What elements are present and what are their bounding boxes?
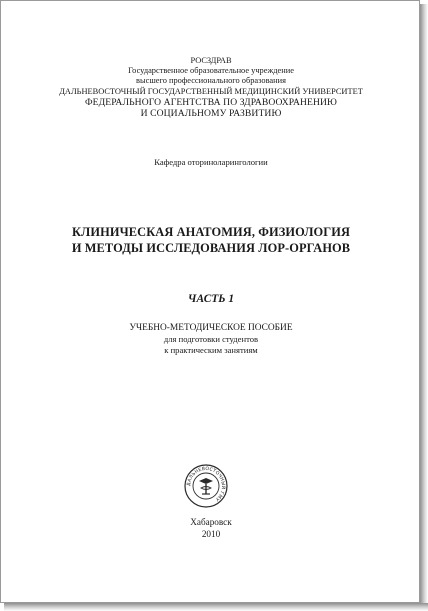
publication-year: 2010: [201, 528, 221, 539]
title-line-2: И МЕТОДЫ ИССЛЕДОВАНИЯ ЛОР-ОРГАНОВ: [71, 240, 351, 255]
book-title: [1, 225, 421, 256]
university-seal-icon: [184, 464, 228, 508]
seal-ring-text: ДАЛЬНЕВОСТОЧНЫЙ ГМУ: [186, 466, 226, 502]
header-line-roszdrav: РОСЗДРАВ: [190, 56, 232, 65]
header-line-university: ДАЛЬНЕВОСТОЧНЫЙ ГОСУДАРСТВЕННЫЙ МЕДИЦИНСКИЙ УНИВЕРСИТЕТ: [59, 86, 363, 96]
part-number: ЧАСТЬ 1: [187, 293, 235, 305]
title-line-1: КЛИНИЧЕСКАЯ АНАТОМИЯ, ФИЗИОЛОГИЯ: [71, 225, 351, 239]
header-line-agency: ФЕДЕРАЛЬНОГО АГЕНТСТВА ПО ЗДРАВООХРАНЕНИЮ: [84, 96, 338, 108]
subtitle-line-1: УЧЕБНО-МЕТОДИЧЕСКОЕ ПОСОБИЕ: [129, 323, 293, 333]
subtitle-line-2: для подготовки студентов: [163, 334, 259, 344]
department-name: Кафедра оториноларингологии: [154, 157, 268, 167]
page-shadow-right: [420, 4, 428, 607]
subtitle-line-3: к практическим занятиям: [164, 345, 258, 355]
imprint: [1, 517, 421, 540]
publication-city: Хабаровск: [190, 517, 232, 527]
header-line-social: И СОЦИАЛЬНОМУ РАЗВИТИЮ: [140, 108, 282, 120]
page-shadow-bottom: [4, 603, 428, 611]
publisher-header: [1, 56, 421, 120]
header-line-education-level: высшего профессионального образования: [136, 76, 286, 86]
header-line-institution-type: Государственное образовательное учреждение: [128, 66, 294, 76]
book-subtitle: [1, 322, 421, 356]
